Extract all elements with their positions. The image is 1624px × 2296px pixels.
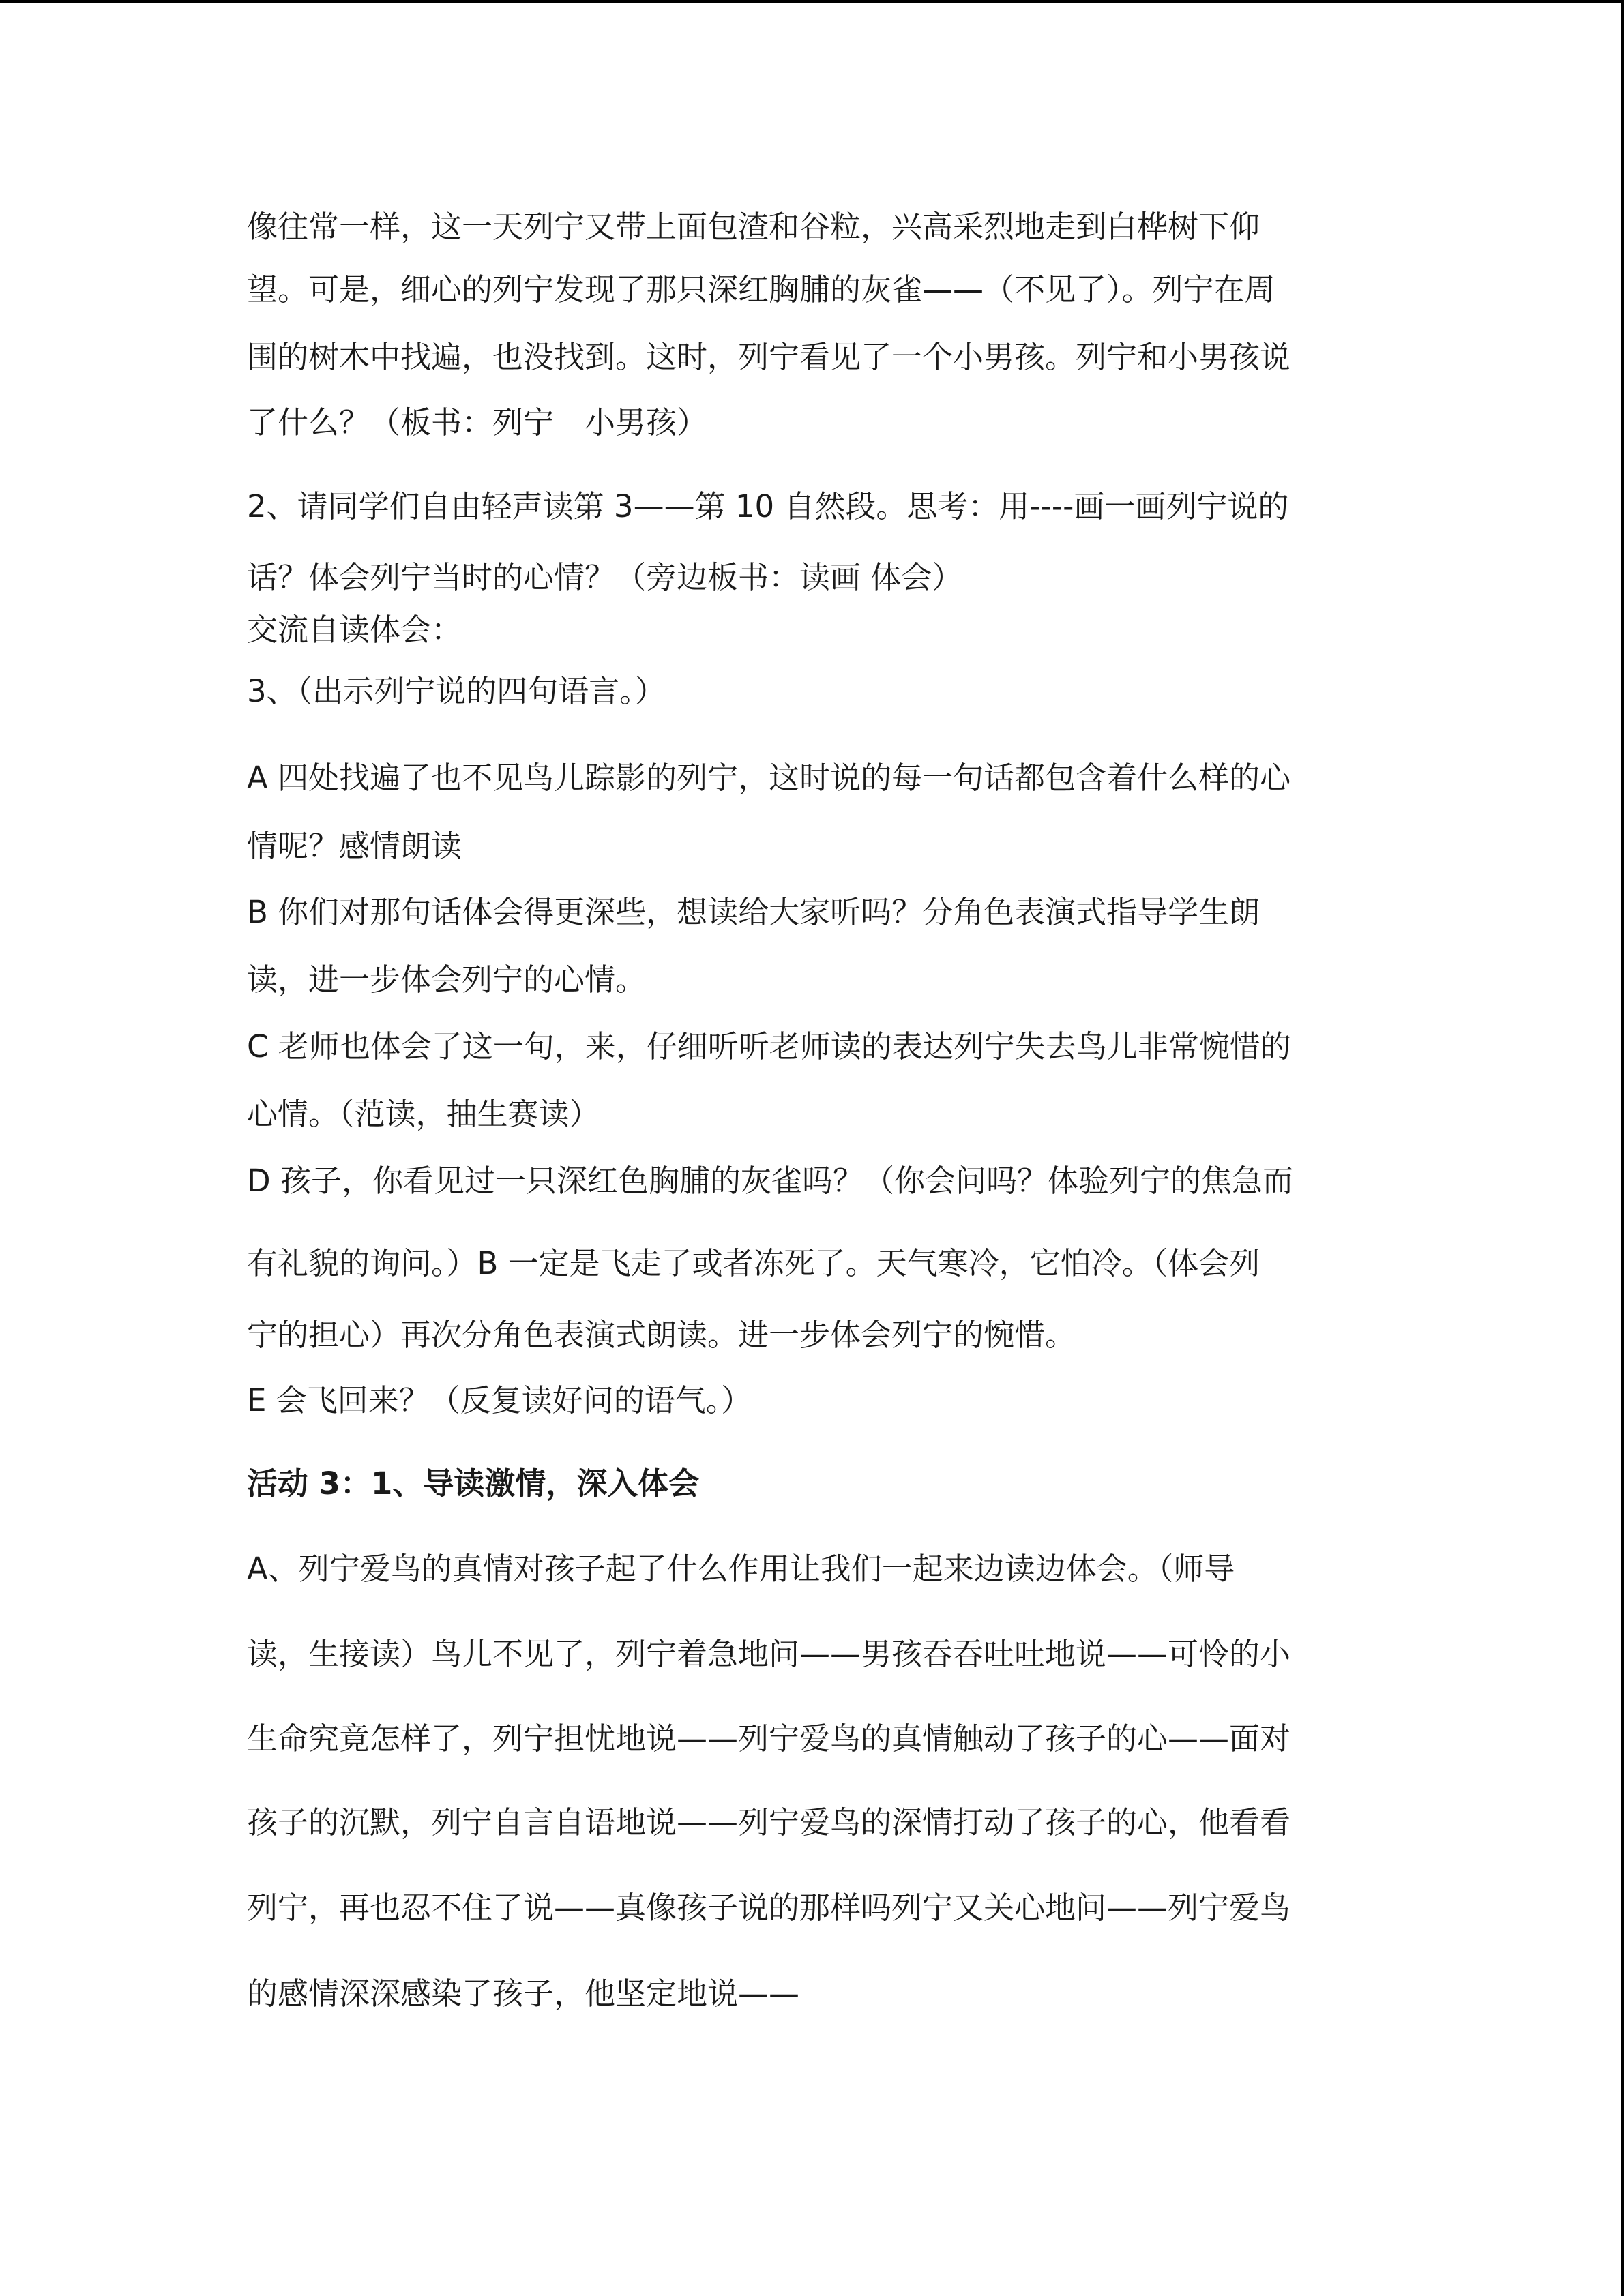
text-line: 列宁，再也忍不住了说——真像孩子说的那样吗列宁又关心地问——列宁爱鸟 xyxy=(247,1890,1291,1926)
text-line: 话？体会列宁当时的心情？（旁边板书：读画 体会） xyxy=(247,559,963,595)
text-line: 围的树木中找遍，也没找到。这时，列宁看见了一个小男孩。列宁和小男孩说 xyxy=(247,339,1291,375)
text-line: 生命究竟怎样了，列宁担忧地说——列宁爱鸟的真情触动了孩子的心——面对 xyxy=(247,1720,1291,1757)
text-line: 心情。（范读，抽生赛读） xyxy=(247,1096,600,1132)
text-line: E 会飞回来？（反复读好问的语气。） xyxy=(247,1382,752,1418)
text-line: 情呢？感情朗读 xyxy=(247,828,462,864)
text-line: 交流自读体会： xyxy=(247,612,462,648)
section-heading: 活动 3：1、导读激情，深入体会 xyxy=(247,1465,700,1502)
text-line: 了什么？（板书：列宁 小男孩） xyxy=(247,404,708,441)
page-top-border xyxy=(0,0,1624,3)
text-line: 像往常一样，这一天列宁又带上面包渣和谷粒，兴高采烈地走到白桦树下仰 xyxy=(247,209,1260,245)
page-right-border xyxy=(1621,0,1624,2296)
text-line: D 孩子，你看见过一只深红色胸脯的灰雀吗？（你会问吗？体验列宁的焦急而 xyxy=(247,1163,1293,1199)
text-line: A 四处找遍了也不见鸟儿踪影的列宁，这时说的每一句话都包含着什么样的心 xyxy=(247,760,1291,796)
text-line: 有礼貌的询问。）B 一定是飞走了或者冻死了。天气寒冷，它怕冷。（体会列 xyxy=(247,1245,1260,1281)
text-line: 读，进一步体会列宁的心情。 xyxy=(247,961,647,998)
text-line: 的感情深深感染了孩子，他坚定地说—— xyxy=(247,1976,800,2012)
text-line: 宁的担心）再次分角色表演式朗读。进一步体会列宁的惋惜。 xyxy=(247,1317,1076,1353)
text-line: 2、请同学们自由轻声读第 3——第 10 自然段。思考：用----画一画列宁说的 xyxy=(247,488,1289,524)
text-line: 3、（出示列宁说的四句语言。） xyxy=(247,673,666,709)
text-line: 读，生接读）鸟儿不见了，列宁着急地问——男孩吞吞吐吐地说——可怜的小 xyxy=(247,1636,1291,1672)
text-line: C 老师也体会了这一句，来，仔细听听老师读的表达列宁失去鸟儿非常惋惜的 xyxy=(247,1028,1291,1064)
text-line: B 你们对那句话体会得更深些，想读给大家听吗？分角色表演式指导学生朗 xyxy=(247,894,1260,930)
text-line: 望。可是，细心的列宁发现了那只深红胸脯的灰雀——（不见了）。列宁在周 xyxy=(247,271,1275,308)
text-line: 孩子的沉默，列宁自言自语地说——列宁爱鸟的深情打动了孩子的心，他看看 xyxy=(247,1804,1291,1840)
text-line: A、列宁爱鸟的真情对孩子起了什么作用让我们一起来边读边体会。（师导 xyxy=(247,1551,1235,1587)
